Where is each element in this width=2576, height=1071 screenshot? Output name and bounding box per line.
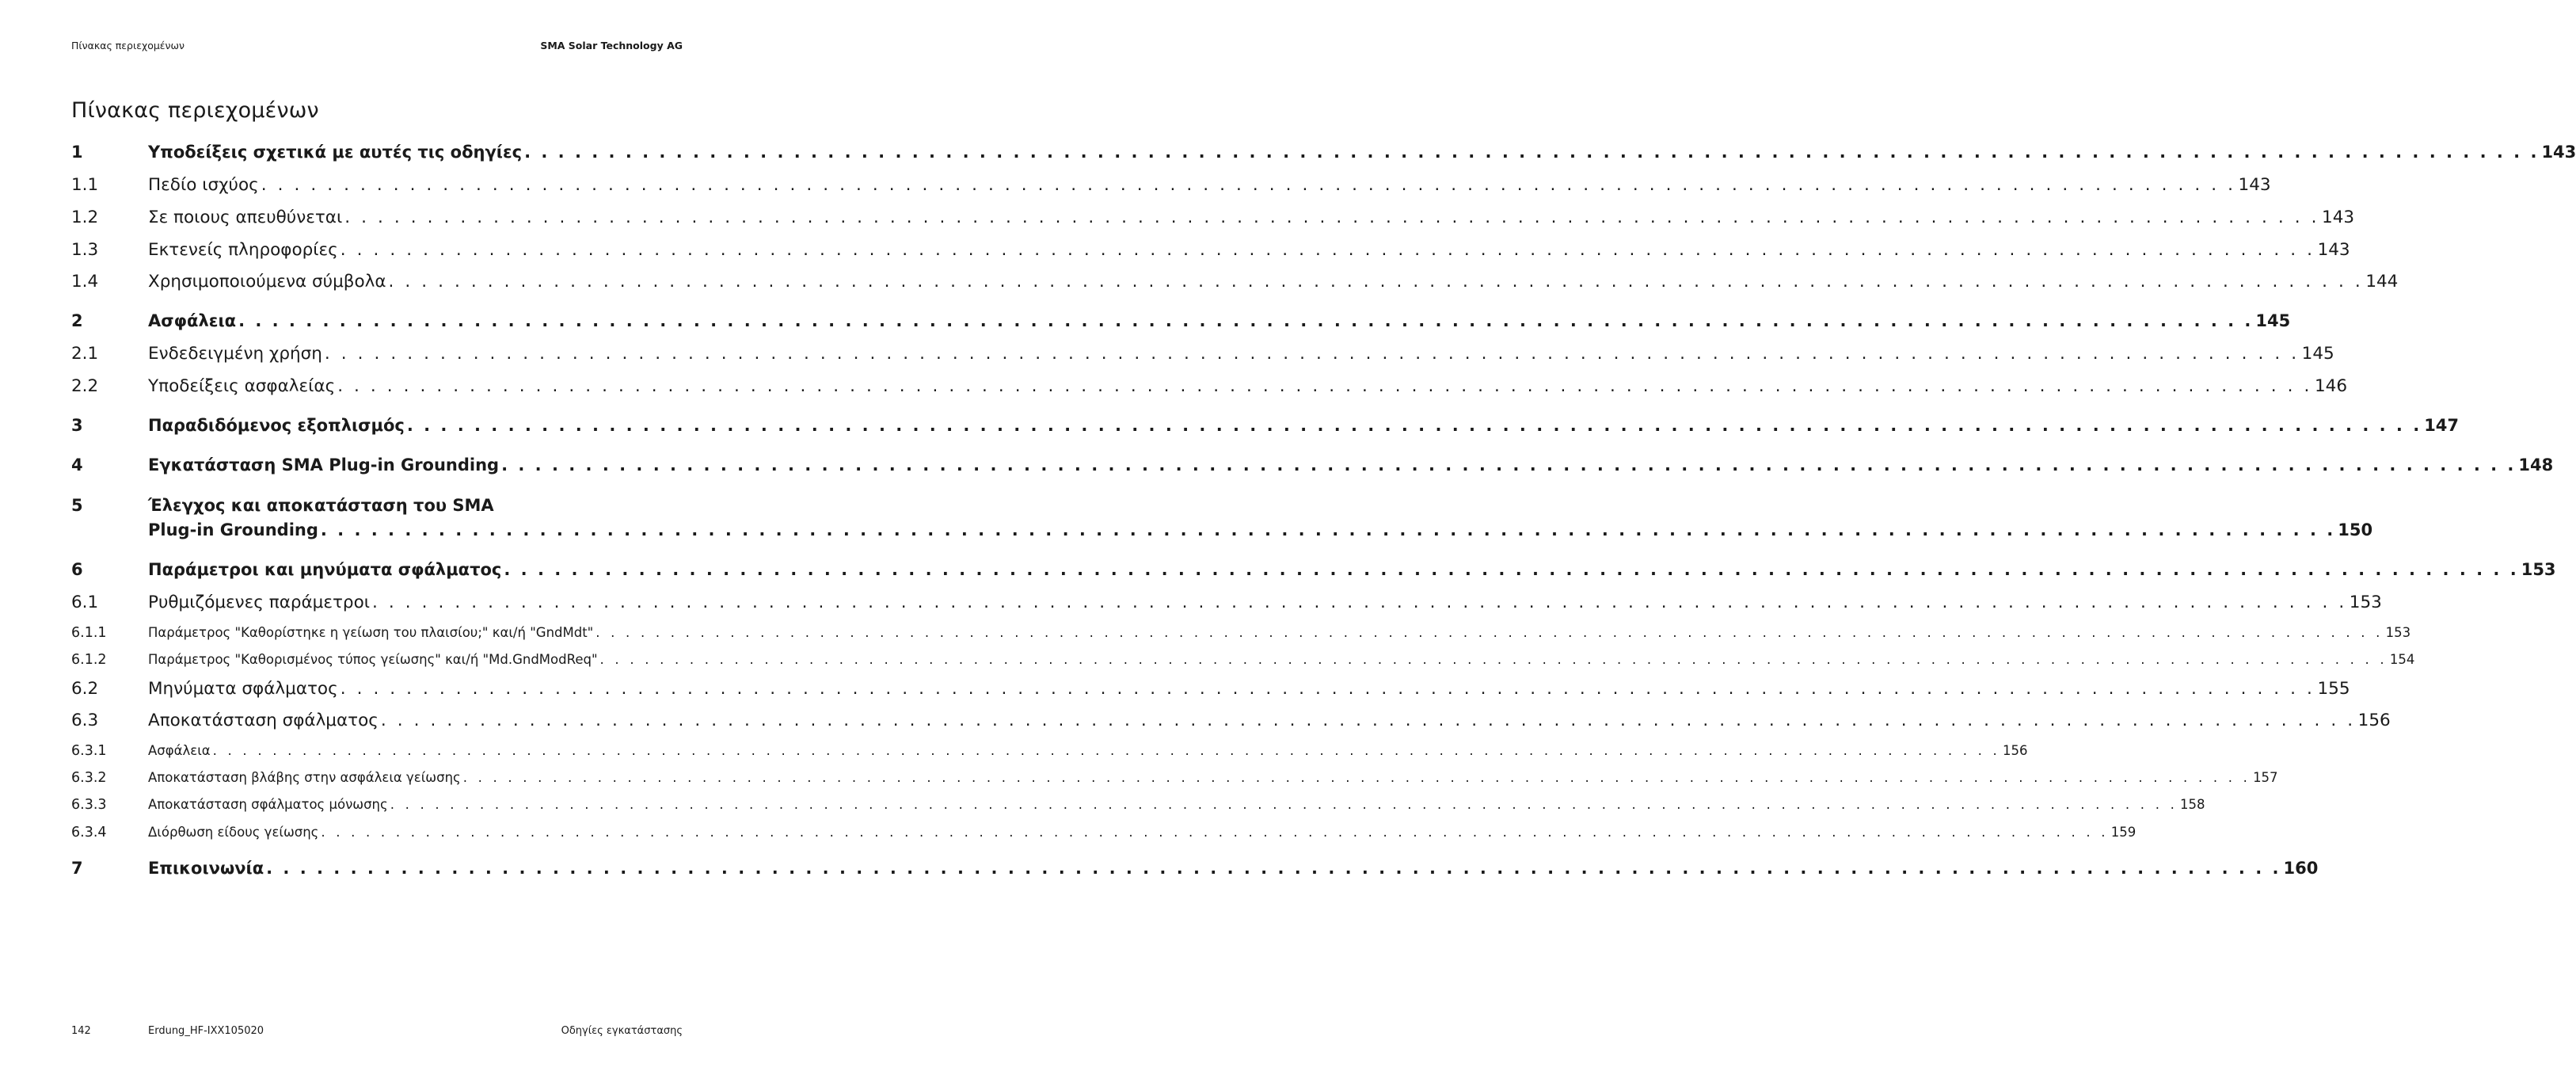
- toc-entry-page-number: 143: [2541, 143, 2576, 162]
- dot-leader: . . . . . . . . . . . . . . . . . . . . . . . . . . . . . . . . . . . . . . . . . . . . . . . . . . . . . . . . . . . . . . . . . . . . . . . . . . . . . . . . . . . . . . . . . . . . . . . . . . . . . . . . . . . . . . . . . . . . . . . .: [380, 711, 2356, 730]
- toc-entry-title: Εγκατάσταση SMA Plug-in Grounding: [148, 455, 500, 475]
- toc-entry-number: 2.1: [71, 344, 99, 364]
- toc-entry-number: 6.1.2: [71, 652, 107, 668]
- dot-leader: . . . . . . . . . . . . . . . . . . . . . . . . . . . . . . . . . . . . . . . . . . . . . . . . . . . . . . . . . . . . . . . . . . . . . . . . . . . . . . . . . . . . . . . . . . . . . . . . . . . . . . . . . . . . . . . . . . . . . . . .: [320, 520, 2336, 539]
- toc-entry-page-number: 153: [2349, 593, 2382, 612]
- toc-entry-page-number: 146: [2314, 376, 2348, 396]
- toc-entry-number: 6.3: [71, 711, 99, 730]
- toc-entry-title: Πεδίο ισχύος: [148, 175, 259, 195]
- toc-entry-page-number: 159: [2110, 825, 2137, 840]
- footer-document-type: Οδηγίες εγκατάστασης: [561, 1025, 683, 1037]
- dot-leader: . . . . . . . . . . . . . . . . . . . . . . . . . . . . . . . . . . . . . . . . . . . . . . . . . . . . . . . . . . . . . . . . . . . . . . . . . . . . . . . . . . . . . . . . . . . . . . . . . . . . . . . . . . . . . . . . . . . . . . . .: [524, 143, 2540, 162]
- toc-entry-title: Παράμετρος "Καθορισμένος τύπος γείωσης" και/ή "Md.GndModReq": [148, 652, 598, 667]
- toc-entry-number: 2: [71, 311, 83, 330]
- toc-entry-title: Παράμετροι και μηνύματα σφάλματος: [148, 560, 502, 579]
- toc-entry-title: Διόρθωση είδους γείωσης: [148, 825, 319, 840]
- toc-entry-number: 1.2: [71, 208, 99, 227]
- toc-entry-number: 1.3: [71, 240, 99, 260]
- dot-leader: . . . . . . . . . . . . . . . . . . . . . . . . . . . . . . . . . . . . . . . . . . . . . . . . . . . . . . . . . . . . . . . . . . . . . . . . . . . . . . . . . . . . . . . . . . . . . . . . . . . . . . . . . . . . . . . . . . . . . . . .: [599, 652, 2388, 667]
- toc-entry-number: 6.1.1: [71, 625, 107, 641]
- toc-entry-number: 6.2: [71, 679, 99, 699]
- toc-entry-title: Αποκατάσταση σφάλματος: [148, 711, 379, 730]
- dot-leader: . . . . . . . . . . . . . . . . . . . . . . . . . . . . . . . . . . . . . . . . . . . . . . . . . . . . . . . . . . . . . . . . . . . . . . . . . . . . . . . . . . . . . . . . . . . . . . . . . . . . . . . . . . . . . . . . . . . . . . . .: [212, 743, 2000, 758]
- toc-entry-page-number: 158: [2180, 797, 2205, 812]
- dot-leader: . . . . . . . . . . . . . . . . . . . . . . . . . . . . . . . . . . . . . . . . . . . . . . . . . . . . . . . . . . . . . . . . . . . . . . . . . . . . . . . . . . . . . . . . . . . . . . . . . . . . . . . . . . . . . . . . . . . . . . . .: [406, 416, 2422, 435]
- toc-entry-page-number: 156: [2357, 711, 2391, 730]
- page-title: Πίνακας περιεχομένων: [71, 98, 319, 123]
- toc-entry-title: Υποδείξεις σχετικά με αυτές τις οδηγίες: [148, 143, 523, 162]
- toc-entry-title: Αποκατάσταση σφάλματος μόνωσης: [148, 797, 388, 812]
- toc-entry-title: Ασφάλεια: [148, 311, 237, 330]
- toc-entry-title: Υποδείξεις ασφαλείας: [148, 376, 336, 396]
- dot-leader: . . . . . . . . . . . . . . . . . . . . . . . . . . . . . . . . . . . . . . . . . . . . . . . . . . . . . . . . . . . . . . . . . . . . . . . . . . . . . . . . . . . . . . . . . . . . . . . . . . . . . . . . . . . . . . . . . . . . . . . .: [337, 376, 2312, 396]
- toc-entry-page-number: 157: [2253, 770, 2278, 785]
- toc-entry-title: Χρησιμοποιούμενα σύμβολα: [148, 272, 386, 292]
- toc-entry-number: 1: [71, 143, 83, 162]
- toc-entry-title: Έλεγχος και αποκατάσταση του SMA: [148, 496, 494, 515]
- toc-entry-title: Ενδεδειγμένη χρήση: [148, 344, 322, 364]
- dot-leader: . . . . . . . . . . . . . . . . . . . . . . . . . . . . . . . . . . . . . . . . . . . . . . . . . . . . . . . . . . . . . . . . . . . . . . . . . . . . . . . . . . . . . . . . . . . . . . . . . . . . . . . . . . . . . . . . . . . . . . . .: [504, 560, 2519, 579]
- footer-document-code: Erdung_HF-IXX105020: [148, 1025, 264, 1037]
- dot-leader: . . . . . . . . . . . . . . . . . . . . . . . . . . . . . . . . . . . . . . . . . . . . . . . . . . . . . . . . . . . . . . . . . . . . . . . . . . . . . . . . . . . . . . . . . . . . . . . . . . . . . . . . . . . . . . . . . . . . . . . .: [261, 175, 2236, 195]
- toc-entry-page-number: 147: [2424, 416, 2460, 435]
- toc-entry-number: 6: [71, 560, 83, 579]
- toc-entry-title: Ρυθμιζόμενες παράμετροι: [148, 593, 371, 612]
- dot-leader: . . . . . . . . . . . . . . . . . . . . . . . . . . . . . . . . . . . . . . . . . . . . . . . . . . . . . . . . . . . . . . . . . . . . . . . . . . . . . . . . . . . . . . . . . . . . . . . . . . . . . . . . . . . . . . . . . . . . . . . .: [321, 825, 2109, 840]
- toc-entry-number: 6.3.2: [71, 770, 107, 786]
- toc-entry-title: Αποκατάσταση βλάβης στην ασφάλεια γείωσης: [148, 770, 461, 785]
- dot-leader: . . . . . . . . . . . . . . . . . . . . . . . . . . . . . . . . . . . . . . . . . . . . . . . . . . . . . . . . . . . . . . . . . . . . . . . . . . . . . . . . . . . . . . . . . . . . . . . . . . . . . . . . . . . . . . . . . . . . . . . .: [238, 311, 2254, 330]
- toc-entry-number: 1.1: [71, 175, 99, 195]
- toc-entry-page-number: 144: [2365, 272, 2399, 292]
- toc-entry-title: Εκτενείς πληροφορίες: [148, 240, 338, 260]
- toc-entry-number: 1.4: [71, 272, 99, 292]
- toc-entry-title: Επικοινωνία: [148, 859, 264, 878]
- dot-leader: . . . . . . . . . . . . . . . . . . . . . . . . . . . . . . . . . . . . . . . . . . . . . . . . . . . . . . . . . . . . . . . . . . . . . . . . . . . . . . . . . . . . . . . . . . . . . . . . . . . . . . . . . . . . . . . . . . . . . . . .: [372, 593, 2347, 612]
- toc-entry-page-number: 143: [2322, 208, 2355, 227]
- toc-entry-number: 6.3.3: [71, 797, 107, 813]
- toc-entry-title: Παράμετρος "Καθορίστηκε η γείωση του πλαισίου;" και/ή "GndMdt": [148, 625, 594, 640]
- dot-leader: . . . . . . . . . . . . . . . . . . . . . . . . . . . . . . . . . . . . . . . . . . . . . . . . . . . . . . . . . . . . . . . . . . . . . . . . . . . . . . . . . . . . . . . . . . . . . . . . . . . . . . . . . . . . . . . . . . . . . . . .: [340, 240, 2315, 260]
- dot-leader: . . . . . . . . . . . . . . . . . . . . . . . . . . . . . . . . . . . . . . . . . . . . . . . . . . . . . . . . . . . . . . . . . . . . . . . . . . . . . . . . . . . . . . . . . . . . . . . . . . . . . . . . . . . . . . . . . . . . . . . .: [462, 770, 2251, 785]
- toc-entry-page-number: 150: [2338, 520, 2373, 539]
- toc-entry-title: Σε ποιους απευθύνεται: [148, 208, 343, 227]
- toc-entry-number: 6.3.1: [71, 743, 107, 759]
- toc-entry-number: 4: [71, 455, 83, 475]
- toc-entry-page-number: 143: [2238, 175, 2271, 195]
- toc-entry-page-number: 160: [2283, 859, 2319, 878]
- toc-entry-page-number: 154: [2389, 652, 2415, 667]
- running-header-company: SMA Solar Technology AG: [540, 40, 683, 51]
- dot-leader: . . . . . . . . . . . . . . . . . . . . . . . . . . . . . . . . . . . . . . . . . . . . . . . . . . . . . . . . . . . . . . . . . . . . . . . . . . . . . . . . . . . . . . . . . . . . . . . . . . . . . . . . . . . . . . . . . . . . . . . .: [388, 272, 2364, 292]
- toc-entry-page-number: 148: [2518, 455, 2554, 475]
- toc-entry-page-number: 145: [2255, 311, 2291, 330]
- toc-entry-number: 6.1: [71, 593, 99, 612]
- toc-entry-title: Παραδιδόμενος εξοπλισμός: [148, 416, 405, 435]
- dot-leader: . . . . . . . . . . . . . . . . . . . . . . . . . . . . . . . . . . . . . . . . . . . . . . . . . . . . . . . . . . . . . . . . . . . . . . . . . . . . . . . . . . . . . . . . . . . . . . . . . . . . . . . . . . . . . . . . . . . . . . . .: [340, 679, 2315, 699]
- toc-entry-number: 7: [71, 859, 83, 878]
- toc-entry-title: Ασφάλεια: [148, 743, 211, 758]
- dot-leader: . . . . . . . . . . . . . . . . . . . . . . . . . . . . . . . . . . . . . . . . . . . . . . . . . . . . . . . . . . . . . . . . . . . . . . . . . . . . . . . . . . . . . . . . . . . . . . . . . . . . . . . . . . . . . . . . . . . . . . . .: [266, 859, 2281, 878]
- toc-entry-title: Μηνύματα σφάλματος: [148, 679, 338, 699]
- dot-leader: . . . . . . . . . . . . . . . . . . . . . . . . . . . . . . . . . . . . . . . . . . . . . . . . . . . . . . . . . . . . . . . . . . . . . . . . . . . . . . . . . . . . . . . . . . . . . . . . . . . . . . . . . . . . . . . . . . . . . . . .: [501, 455, 2517, 475]
- dot-leader: . . . . . . . . . . . . . . . . . . . . . . . . . . . . . . . . . . . . . . . . . . . . . . . . . . . . . . . . . . . . . . . . . . . . . . . . . . . . . . . . . . . . . . . . . . . . . . . . . . . . . . . . . . . . . . . . . . . . . . . .: [595, 625, 2384, 640]
- toc-entry-number: 3: [71, 416, 83, 435]
- toc-entry-number: 2.2: [71, 376, 99, 396]
- toc-entry-title-continued: Plug-in Grounding: [148, 520, 318, 539]
- toc-entry-page-number: 145: [2301, 344, 2334, 364]
- toc-entry-page-number: 155: [2317, 679, 2350, 699]
- toc-entry-number: 5: [71, 496, 83, 515]
- toc-entry-page-number: 143: [2317, 240, 2350, 260]
- toc-entry-page-number: 153: [2521, 560, 2556, 579]
- footer-page-number: 142: [71, 1025, 91, 1037]
- toc-entry-number: 6.3.4: [71, 825, 107, 840]
- dot-leader: . . . . . . . . . . . . . . . . . . . . . . . . . . . . . . . . . . . . . . . . . . . . . . . . . . . . . . . . . . . . . . . . . . . . . . . . . . . . . . . . . . . . . . . . . . . . . . . . . . . . . . . . . . . . . . . . . . . . . . . .: [390, 797, 2178, 812]
- toc-entry-page-number: 156: [2002, 743, 2028, 758]
- running-header-left: Πίνακας περιεχομένων: [71, 40, 185, 51]
- dot-leader: . . . . . . . . . . . . . . . . . . . . . . . . . . . . . . . . . . . . . . . . . . . . . . . . . . . . . . . . . . . . . . . . . . . . . . . . . . . . . . . . . . . . . . . . . . . . . . . . . . . . . . . . . . . . . . . . . . . . . . . .: [324, 344, 2300, 364]
- dot-leader: . . . . . . . . . . . . . . . . . . . . . . . . . . . . . . . . . . . . . . . . . . . . . . . . . . . . . . . . . . . . . . . . . . . . . . . . . . . . . . . . . . . . . . . . . . . . . . . . . . . . . . . . . . . . . . . . . . . . . . . .: [344, 208, 2320, 227]
- toc-entry-page-number: 153: [2385, 625, 2411, 640]
